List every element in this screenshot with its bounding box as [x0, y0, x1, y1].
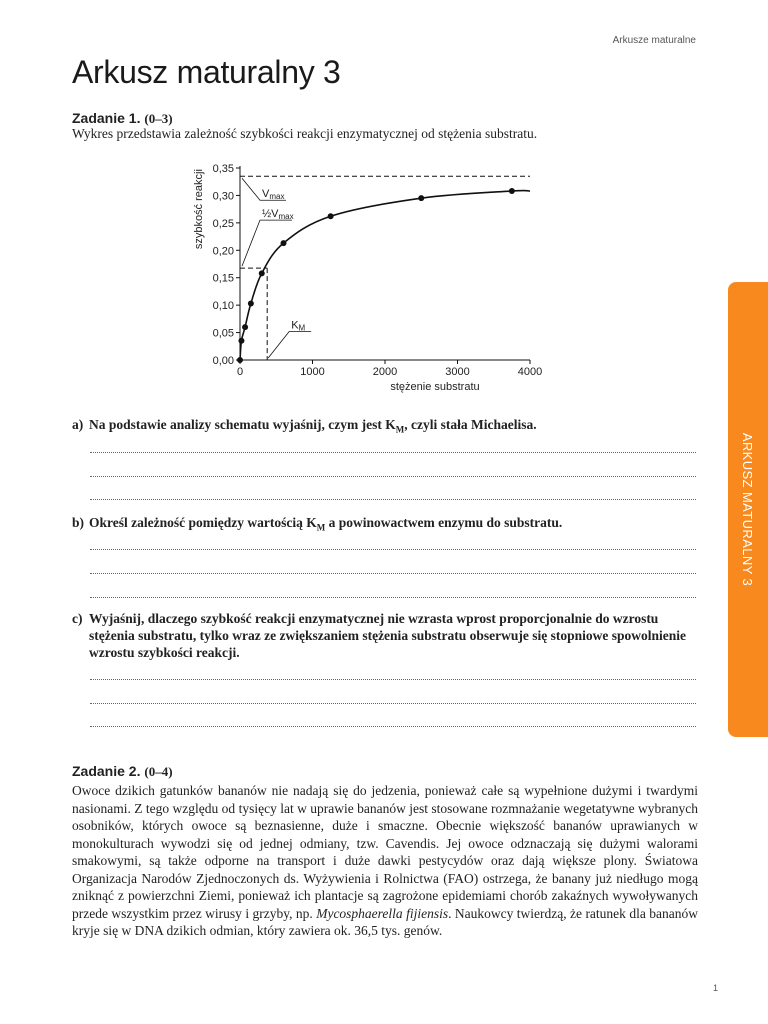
section-side-tab	[728, 282, 768, 737]
y-tick-label: 0,35	[212, 163, 234, 175]
y-tick-label: 0,25	[212, 217, 234, 230]
question-a-text: Na podstawie analizy schematu wyjaśnij, czym jest $K_M$, czyli stała Michaelisa.	[89, 417, 537, 435]
y-tick-label: 0,10	[212, 300, 234, 313]
task1-heading	[72, 110, 173, 127]
task1-label: Zadanie 1.	[72, 110, 141, 126]
question-c-letter: c)	[72, 611, 83, 626]
data-point	[259, 270, 265, 276]
chart-y-label: szybkość reakcji	[193, 169, 205, 250]
y-tick-label: 0,30	[212, 190, 234, 203]
answer-line[interactable]	[90, 498, 696, 500]
side-tab-label: ARKUSZ MATURALNY 3	[740, 432, 756, 587]
answer-line[interactable]	[90, 475, 696, 477]
page-title: Arkusz maturalny 3	[72, 54, 341, 90]
y-tick-label: 0,00	[212, 355, 234, 367]
answer-line[interactable]	[90, 725, 696, 727]
answer-line[interactable]	[90, 451, 696, 453]
question-a-letter: a)	[72, 417, 84, 432]
x-tick-label: 4000	[517, 366, 543, 378]
answer-line[interactable]	[90, 596, 696, 598]
data-point	[328, 213, 334, 219]
data-point	[281, 240, 287, 246]
question-c-text: Wyjaśnij, dlaczego szybkość reakcji enzymatycznej nie wzrasta wprost proporcjonalnie do wzrostu stężenia substratu, tylko wraz ze zwiększaniem stężenia substratu obserwuje się stopniowe spowolnienie wzrostu szybkości reakcji.	[89, 611, 686, 660]
half-vmax-label: ½Vmax	[262, 208, 294, 222]
x-tick-label: 3000	[445, 366, 470, 378]
question-c	[72, 610, 698, 661]
enzyme-kinetics-chart	[188, 156, 548, 396]
running-header: Arkusze maturalne	[612, 35, 696, 46]
data-point	[242, 324, 248, 330]
task2-points: (0–4)	[144, 764, 173, 779]
chart-x-label: stężenie substratu	[390, 381, 480, 393]
y-tick-label: 0,05	[212, 327, 234, 340]
page-number: 1	[712, 983, 718, 993]
y-tick-label: 0,15	[212, 272, 234, 285]
answer-line[interactable]	[90, 702, 696, 704]
question-b-letter: b)	[72, 515, 85, 530]
km-leader	[268, 331, 311, 358]
question-b	[72, 514, 698, 537]
task1-intro: Wykres przedstawia zależność szybkości reakcji enzymatycznej od stężenia substratu.	[72, 126, 538, 141]
answer-line[interactable]	[90, 548, 696, 550]
x-tick-label: 2000	[372, 366, 398, 378]
y-tick-label: 0,20	[212, 245, 234, 258]
task2-heading	[72, 763, 173, 780]
task2-label: Zadanie 2.	[72, 763, 141, 779]
data-point	[237, 357, 243, 363]
answer-line[interactable]	[90, 572, 696, 574]
task1-points: (0–3)	[144, 111, 173, 126]
species-name: Mycosphaerella fijiensis	[316, 905, 449, 921]
data-point	[248, 300, 254, 306]
answer-line[interactable]	[90, 678, 696, 680]
question-a	[72, 416, 698, 439]
question-b-text: Określ zależność pomiędzy wartością $K_M$ a powinowactwem enzymu do substratu.	[89, 515, 563, 533]
data-point	[418, 195, 424, 201]
x-tick-label: 0	[236, 366, 244, 378]
km-label: KM	[291, 319, 306, 333]
task2-text: Owoce dzikich gatunków bananów nie nadają się do jedzenia, ponieważ całe są wypełnione dużymi i twardymi nasionami. Z tego względu od tysięcy lat w uprawie bananów jest stosowane rozmnażanie wegetatywne wybranych osobników, których owoce są beznasienne, duże i smaczne. Obecnie większość bananów uprawianych w monokulturach wywodzi się od jednej odmiany, tzw. Cavendis. Jej owoce odznaczają się dużymi walorami smakowymi, są także odporne na transport i duże dawki pestycydów oraz dają większe plony. Światowa Organizacja Narodów Zjednoczonych ds. Wyżywienia i Rolnictwa (FAO) ostrzega, że banany już niedługo mogą zniknąć z powierzchni Ziemi, ponieważ ich plantacje są zagrożone epidemiami chorób zakaźnych wywoływanych przede wszystkim przez wirusy i grzyby, np. Mycosphaerella fijiensis. Naukowcy twierdzą, że ratunek dla bananów kryje się w DNA dzikich odmian, który zawiera ok. 36,5 tys. genów.	[72, 783, 698, 938]
data-point	[509, 188, 515, 194]
x-tick-label: 1000	[300, 366, 325, 378]
vmax-label: Vmax	[262, 188, 285, 202]
data-point	[238, 338, 244, 344]
